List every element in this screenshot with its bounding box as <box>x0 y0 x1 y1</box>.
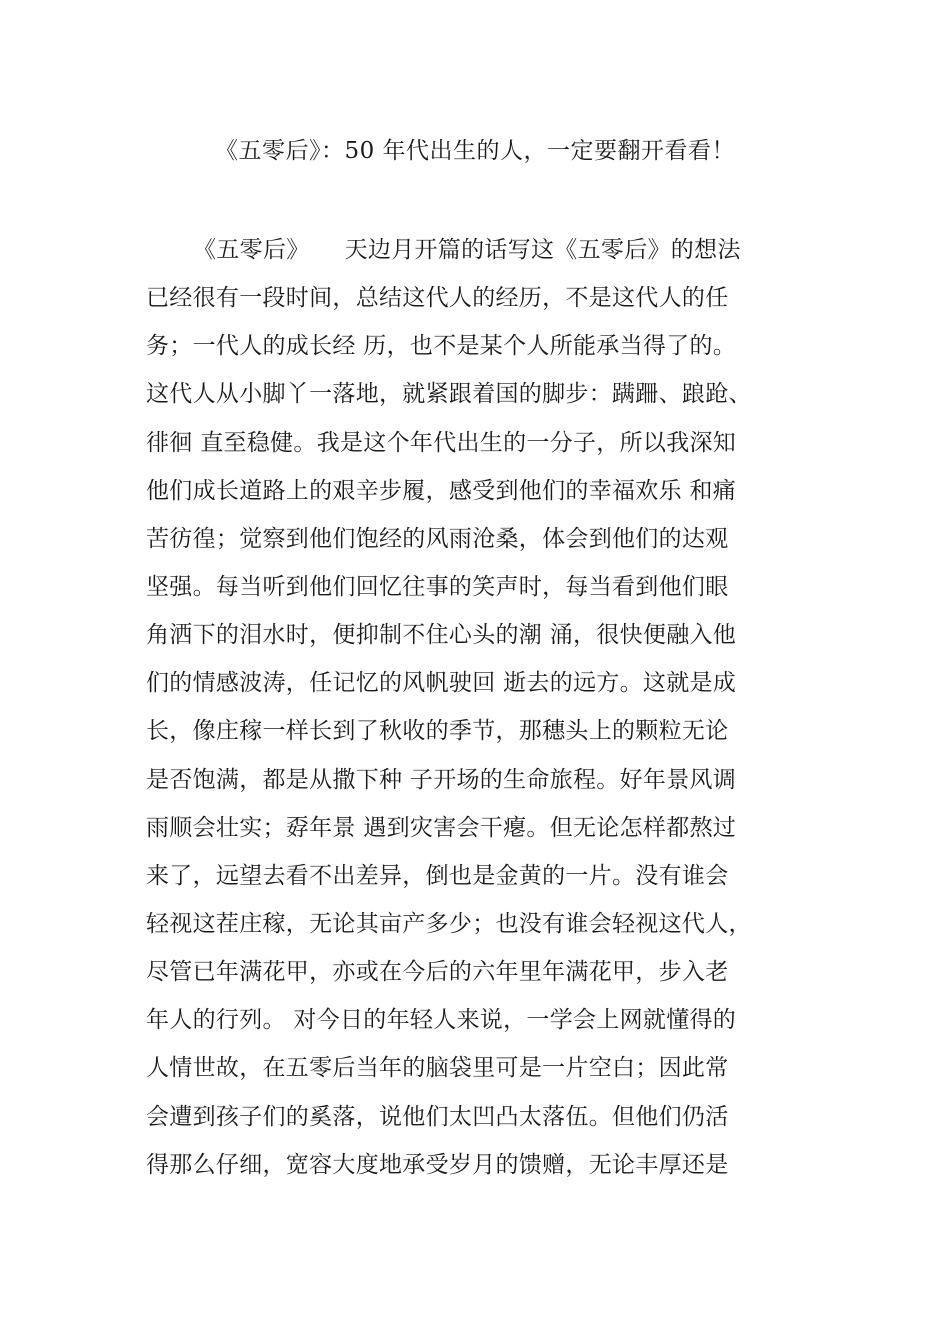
paragraph-line: 雨顺会壮实；孬年景 遇到灾害会干瘪。但无论怎样都熬过 <box>146 814 737 841</box>
paragraph-line: 来了，远望去看不出差异，倒也是金黄的一片。没有谁会 <box>146 862 729 889</box>
paragraph-line: 得那么仔细，宽容大度地承受岁月的馈赠，无论丰厚还是 <box>146 1151 729 1178</box>
paragraph-line: 他们成长道路上的艰辛步履，感受到他们的幸福欢乐 和痛 <box>146 477 737 504</box>
document-title: 《五零后》：50 年代出生的人，一定要翻开看看！ <box>214 138 736 164</box>
body-paragraph <box>146 226 806 1189</box>
paragraph-line: 这代人从小脚丫一落地，就紧跟着国的脚步：蹒跚、踉跄、 <box>146 381 752 408</box>
paragraph-line: 角洒下的泪水时，便抑制不住心头的潮 涌，很快便融入他 <box>146 622 737 649</box>
paragraph-line: 会遭到孩子们的奚落，说他们太凹凸太落伍。但他们仍活 <box>146 1103 729 1130</box>
paragraph-line: 《五零后》 天边月开篇的话写这《五零后》的想法 <box>193 237 741 263</box>
paragraph-line: 长，像庄稼一样长到了秋收的季节，那穗头上的颗粒无论 <box>146 718 729 745</box>
paragraph-line: 年人的行列。 对今日的年轻人来说，一学会上网就懂得的 <box>146 1007 737 1034</box>
paragraph-line: 人情世故，在五零后当年的脑袋里可是一片空白；因此常 <box>146 1055 729 1082</box>
paragraph-line: 徘徊 直至稳健。我是这个年代出生的一分子，所以我深知 <box>146 429 737 456</box>
paragraph-line: 务；一代人的成长经 历，也不是某个人所能承当得了的。 <box>146 333 737 360</box>
paragraph-line: 是否饱满，都是从撒下种 子开场的生命旅程。好年景风调 <box>146 766 737 793</box>
paragraph-line: 苦彷徨；觉察到他们饱经的风雨沧桑，体会到他们的达观 <box>146 525 729 552</box>
paragraph-line: 坚强。每当听到他们回忆往事的笑声时，每当看到他们眼 <box>146 573 729 600</box>
paragraph-line: 们的情感波涛，任记忆的风帆驶回 逝去的远方。这就是成 <box>146 670 737 697</box>
paragraph-line: 已经很有一段时间，总结这代人的经历，不是这代人的任 <box>146 285 729 312</box>
paragraph-line: 轻视这茬庄稼，无论其亩产多少；也没有谁会轻视这代人， <box>146 910 752 937</box>
paragraph-line: 尽管已年满花甲，亦或在今后的六年里年满花甲，步入老 <box>146 959 729 986</box>
